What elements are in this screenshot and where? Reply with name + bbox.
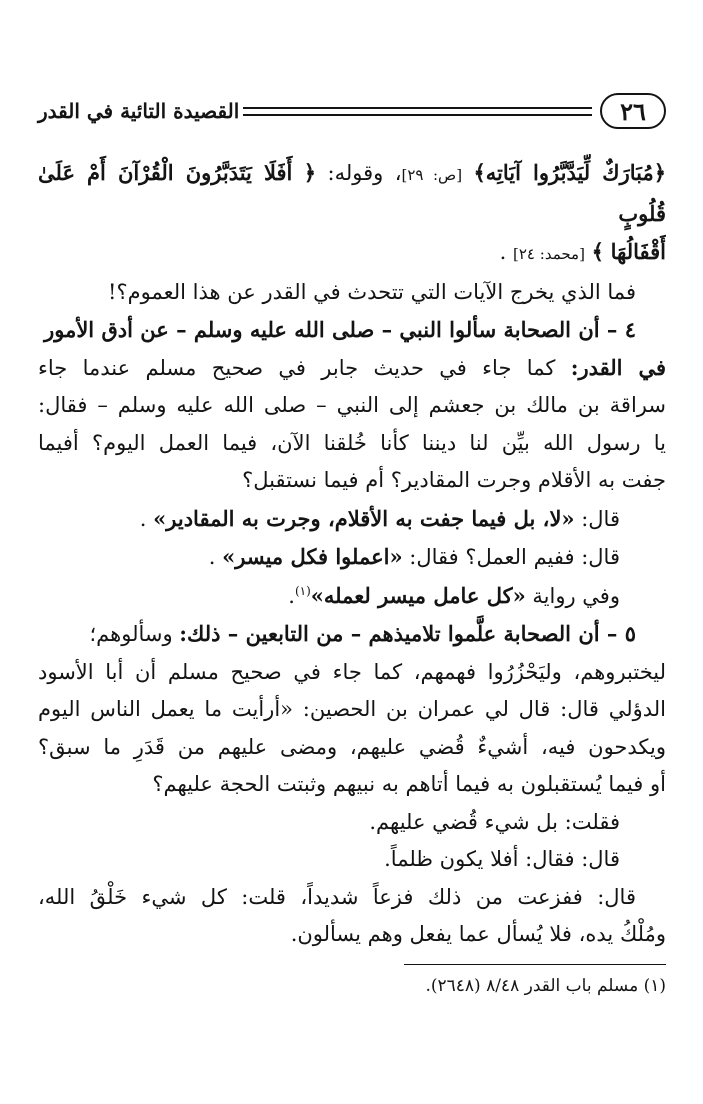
text-line-2 — [38, 233, 666, 274]
hadith-quote: «اعملوا فكل ميسر» — [222, 544, 403, 569]
header-rule — [243, 107, 592, 116]
quran-bracket-open: ﴿ — [303, 160, 317, 185]
text-line-6: سراقة بن مالك بن جعشم إلى النبي – صلى الله عليه وسلم – فقال: — [38, 393, 666, 417]
running-title: القصيدة التائية في القدر — [38, 99, 240, 123]
bold-text: ٥ – أن الصحابة علَّموا تلاميذهم – من التابعين – ذلك: — [179, 621, 636, 646]
hadith-quote: «لا، بل فيما جفت به الأقلام، وجرت به المقادير» — [153, 505, 575, 531]
footnote-separator — [404, 964, 666, 965]
text-segment: . — [499, 240, 514, 264]
footnote: (١) مسلم باب القدر ٨/٤٨ (٢٦٤٨). — [425, 975, 666, 996]
hadith-quote: «كل عامل ميسر لعمله» — [310, 582, 526, 608]
text-line-10 — [38, 538, 666, 577]
text-line-7: يا رسول الله بيِّن لنا ديننا كأنا خُلقنا الآن، فيما العمل اليوم؟ أفيما — [38, 430, 666, 455]
verse-reference: [ص: ٢٩] — [401, 166, 463, 184]
bold-text: في القدر: — [570, 354, 666, 380]
footnote-marker: (١) — [294, 583, 311, 598]
text-segment: ، وقوله: — [316, 161, 402, 185]
body-text — [38, 154, 666, 954]
text-line-20: ومُلْكُ يده، فلا يُسأل عما يفعل وهم يسألون. — [290, 922, 666, 946]
text-segment: وفي رواية — [525, 583, 620, 608]
text-segment: . — [139, 506, 154, 531]
text-segment: قال: — [574, 506, 620, 531]
text-line-9 — [38, 500, 666, 539]
text-line-17: فقلت: بل شيء قُضي عليهم. — [369, 809, 620, 834]
text-line-13: ليختبروهم، وليَحْزُرُوا فهمهم، كما جاء في صحيح مسلم أن أبا الأسود — [38, 659, 666, 684]
text-segment: . — [208, 545, 223, 569]
section-heading-5 — [38, 615, 666, 654]
verse-reference: [محمد: ٢٤] — [513, 245, 585, 263]
quran-quote: أَفَلَا يَتَدَبَّرُونَ الْقُرْآنَ أَمْ عَلَىٰ قُلُوبٍ — [38, 160, 666, 226]
text-line-8: جفت به الأقلام وجرت المقادير؟ أم فيما نستقبل؟ — [242, 468, 666, 492]
running-header — [38, 86, 666, 136]
quran-bracket-open: ﴿ — [653, 160, 666, 185]
text-line-15: ويكدحون فيه، أشيءٌ قُضي عليهم، ومضى عليهم من قَدَرِ ما سبق؟ — [38, 734, 666, 759]
quran-quote: أَقْفَالُهَا — [610, 239, 666, 264]
quran-bracket-close: ﴾ — [473, 160, 486, 185]
text-segment: قال: ففيم العمل؟ فقال: — [402, 545, 620, 569]
book-page — [38, 86, 666, 999]
quran-bracket-close: ﴾ — [591, 239, 604, 264]
text-line-5 — [38, 349, 666, 388]
text-line-14: الدؤلي قال: قال لي عمران بن الحصين: «أرأيت ما يعمل الناس اليوم — [38, 697, 666, 721]
text-segment: وسألوهم؛ — [89, 622, 180, 646]
text-line-19: قال: ففزعت من ذلك فزعاً شديداً، قلت: كل شيء خَلْقُ الله، — [38, 884, 636, 909]
text-line-3: فما الذي يخرج الآيات التي تتحدث في القدر عن هذا العموم؟! — [108, 279, 636, 304]
text-line-1 — [38, 154, 666, 233]
text-line-16: أو فيما يُستقبلون به فيما أتاهم به نبيهم وثبتت الحجة عليهم؟ — [152, 772, 666, 796]
section-heading-4: ٤ – أن الصحابة سألوا النبي – صلى الله عليه وسلم – عن أدق الأمور — [44, 317, 636, 342]
text-segment: كما جاء في حديث جابر في صحيح مسلم عندما جاء — [38, 355, 571, 380]
page-number: ٢٦ — [600, 93, 666, 129]
text-line-18: قال: فقال: أفلا يكون ظلماً. — [384, 847, 620, 871]
text-segment: . — [288, 583, 295, 608]
quran-quote: مُبَارَكٌ لِّيَدَّبَّرُوا آيَاتِه — [485, 160, 654, 185]
text-line-11 — [38, 577, 666, 616]
